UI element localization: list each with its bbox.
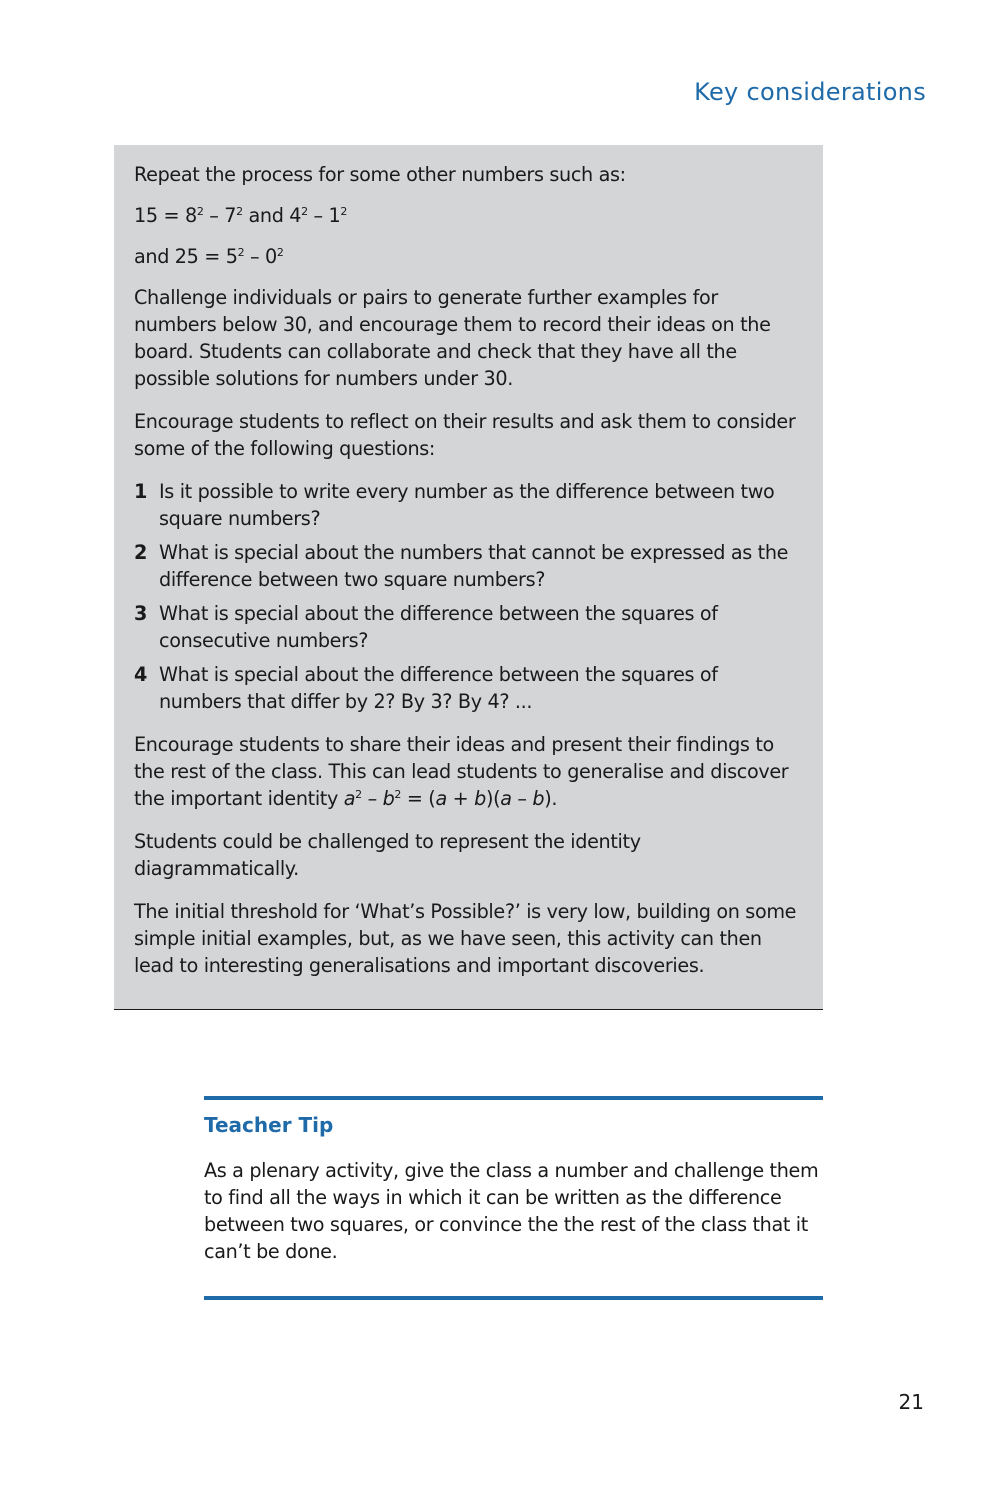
page-number: 21 bbox=[898, 1390, 924, 1414]
identity-paragraph: Encourage students to share their ideas and present their findings to the rest of the class. This can lead students to generalise and discover the important identity $a^2 - b^2 = (a + b)(a - b)$. bbox=[134, 733, 789, 810]
tip-top-rule bbox=[204, 1096, 823, 1100]
activity-box bbox=[114, 145, 823, 1010]
teacher-tip-text: As a plenary activity, give the class a number and challenge them to find all the ways in which it can be written as the difference between two squares, or convince the the rest of the class that it can’t be done. bbox=[204, 1159, 819, 1263]
tip-bottom-rule bbox=[204, 1296, 823, 1300]
question-list bbox=[134, 478, 803, 715]
challenge-paragraph: Challenge individuals or pairs to generate further examples for numbers below 30, and encourage them to record their ideas on the board. Students can collaborate and check that they have all the possible solutions for numbers under 30. bbox=[134, 286, 771, 390]
teacher-tip-heading: Teacher Tip bbox=[204, 1113, 334, 1137]
question-item: 2 What is special about the numbers that cannot be expressed as the difference between two square numbers? bbox=[134, 541, 789, 591]
diagram-paragraph: Students could be challenged to represent the identity diagrammatically. bbox=[134, 830, 641, 880]
section-title: Key considerations bbox=[694, 78, 926, 106]
question-item: 3 What is special about the difference between the squares of consecutive numbers? bbox=[134, 602, 718, 652]
reflect-paragraph: Encourage students to reflect on their results and ask them to consider some of the following questions: bbox=[134, 410, 796, 460]
intro-text: Repeat the process for some other numbers such as: bbox=[134, 163, 626, 186]
threshold-paragraph: The initial threshold for ‘What’s Possible?’ is very low, building on some simple initial examples, but, as we have seen, this activity can then lead to interesting generalisations and important discoveries. bbox=[134, 900, 797, 977]
equation-line-2: and $25 = 5^2 - 0^2$ bbox=[134, 245, 284, 268]
question-item: 1 Is it possible to write every number as the difference between two square numbers? bbox=[134, 480, 775, 530]
equation-line-1: $15 = 8^2 - 7^2$ and $4^2 - 1^2$ bbox=[134, 204, 348, 227]
question-item: 4 What is special about the difference between the squares of numbers that differ by 2? By 3? By 4? ... bbox=[134, 663, 718, 713]
